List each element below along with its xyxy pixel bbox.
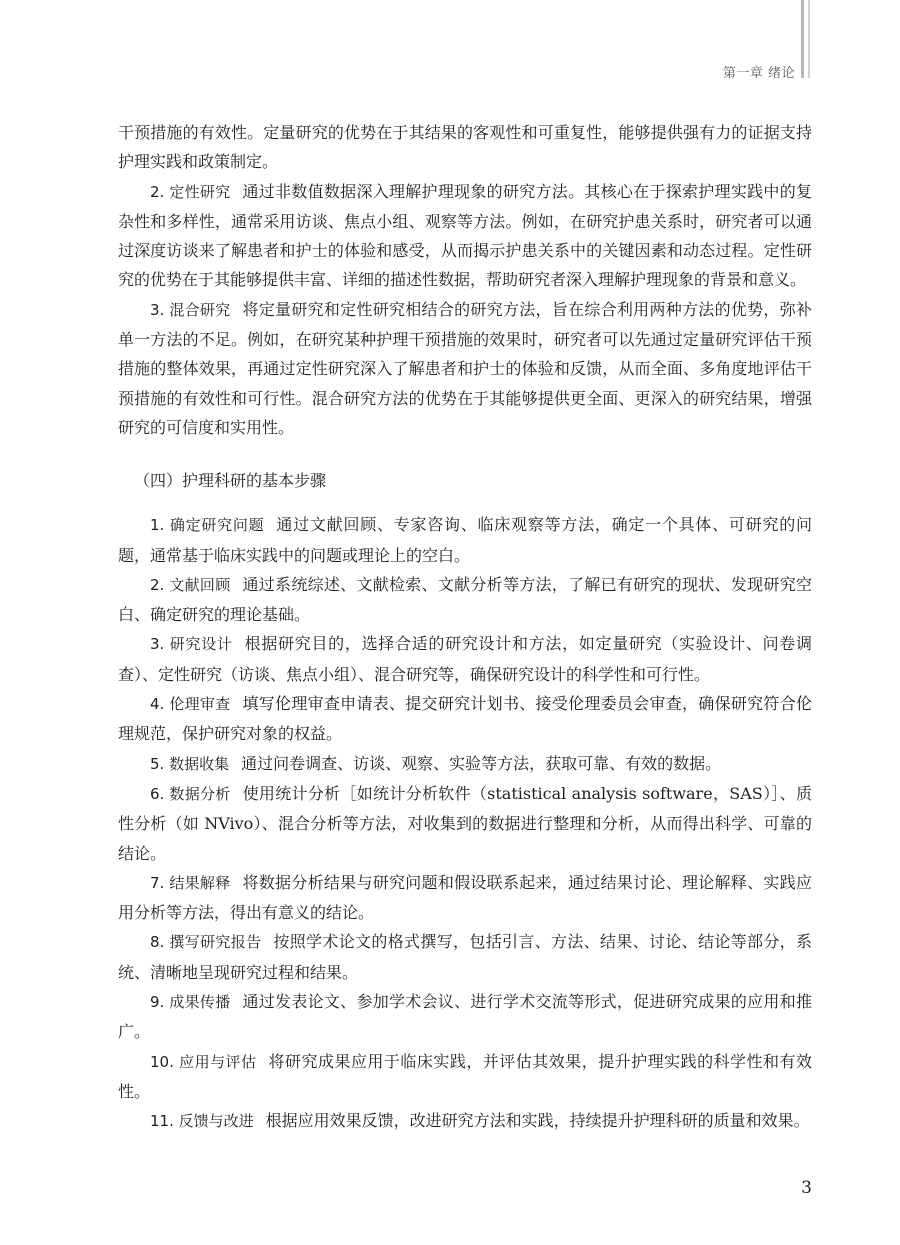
- step-text: 按照学术论文的格式撰写，包括引言、方法、结果、讨论、结论等部分，系统、清晰地呈现研究过程和结果。: [118, 932, 812, 982]
- step-heading: 10. 应用与评估: [150, 1052, 257, 1071]
- step-heading: 6. 数据分析: [150, 784, 231, 803]
- step-paragraph: [118, 689, 812, 749]
- step-heading: 11. 反馈与改进: [150, 1112, 254, 1131]
- step-paragraph: [118, 779, 812, 868]
- running-head: 第一章 绪论: [722, 66, 795, 81]
- item-text: 通过非数值数据深入理解护理现象的研究方法。其核心在于探索护理实践中的复杂性和多样性，通常采用访谈、焦点小组、观察等方法。例如，在研究护患关系时，研究者可以通过深度访谈来了解患者和护士的体验和感受，从而揭示护患关系中的关键因素和动态过程。定性研究的优势在于其能够提供丰富、详细的描述性数据，帮助研究者深入理解护理现象的背景和意义。: [118, 181, 812, 290]
- step-paragraph: [118, 1106, 812, 1136]
- paragraph-mixed-research: [118, 295, 812, 442]
- page-edge-marker: [801, 0, 804, 78]
- paragraph-qualitative-research: [118, 177, 812, 295]
- step-heading: 9. 成果传播: [150, 993, 231, 1012]
- step-paragraph: [118, 749, 812, 779]
- page-edge-marker: [808, 0, 810, 78]
- step-heading: 7. 结果解释: [150, 873, 231, 892]
- page-body: [118, 118, 812, 1137]
- step-heading: 2. 文献回顾: [150, 575, 231, 594]
- step-paragraph: [118, 510, 812, 570]
- step-heading: 4. 伦理审查: [150, 695, 231, 714]
- step-paragraph: [118, 987, 812, 1047]
- step-heading: 5. 数据收集: [150, 754, 230, 773]
- page-number: 3: [801, 1178, 812, 1198]
- section-heading: （四）护理科研的基本步骤: [134, 471, 327, 491]
- step-text: 根据研究目的，选择合适的研究设计和方法，如定量研究（实验设计、问卷调查）、定性研究（访谈、焦点小组）、混合研究等，确保研究设计的科学性和可行性。: [118, 634, 812, 684]
- step-text: 将数据分析结果与研究问题和假设联系起来，通过结果讨论、理论解释、实践应用分析等方法，得出有意义的结论。: [118, 872, 812, 923]
- step-paragraph: [118, 927, 812, 987]
- paragraph-continuation: 干预措施的有效性。定量研究的优势在于其结果的客观性和可重复性，能够提供强有力的证据支持护理实践和政策制定。: [118, 123, 812, 172]
- step-text: 通过问卷调查、访谈、观察、实验等方法，获取可靠、有效的数据。: [241, 753, 722, 773]
- step-text: 使用统计分析［如统计分析软件（statistical analysis software，SAS）］、质性分析（如 NVivo）、混合分析等方法，对收集到的数据进行整理和分析，从而得出科学、可靠的结论。: [118, 783, 812, 863]
- item-heading: 3. 混合研究: [150, 300, 231, 319]
- step-paragraph: [118, 570, 812, 630]
- item-text: 将定量研究和定性研究相结合的研究方法，旨在综合利用两种方法的优势，弥补单一方法的不足。例如，在研究某种护理干预措施的效果时，研究者可以先通过定量研究评估干预措施的整体效果，再通过定性研究深入了解患者和护士的体验和反馈，从而全面、多角度地评估干预措施的有效性和可行性。混合研究方法的优势在于其能够提供更全面、更深入的研究结果，增强研究的可信度和实用性。: [118, 299, 812, 437]
- step-paragraph: [118, 1047, 812, 1107]
- step-paragraph: [118, 629, 812, 689]
- step-text: 将研究成果应用于临床实践，并评估其效果，提升护理实践的科学性和有效性。: [118, 1051, 812, 1101]
- item-heading: 2. 定性研究: [150, 182, 231, 201]
- step-text: 根据应用效果反馈，改进研究方法和实践，持续提升护理科研的质量和效果。: [265, 1111, 810, 1131]
- step-text: 通过发表论文、参加学术会议、进行学术交流等形式，促进研究成果的应用和推广。: [118, 992, 812, 1042]
- step-text: 通过文献回顾、专家咨询、临床观察等方法，确定一个具体、可研究的问题，通常基于临床实践中的问题或理论上的空白。: [118, 515, 812, 565]
- step-heading: 1. 确定研究问题: [150, 516, 265, 535]
- step-text: 填写伦理审查申请表、提交研究计划书、接受伦理委员会审查，确保研究符合伦理规范，保护研究对象的权益。: [118, 694, 812, 744]
- step-paragraph: [118, 868, 812, 928]
- step-heading: 3. 研究设计: [150, 635, 233, 654]
- step-text: 通过系统综述、文献检索、文献分析等方法，了解已有研究的现状、发现研究空白、确定研究的理论基础。: [118, 574, 812, 625]
- step-heading: 8. 撰写研究报告: [150, 933, 262, 952]
